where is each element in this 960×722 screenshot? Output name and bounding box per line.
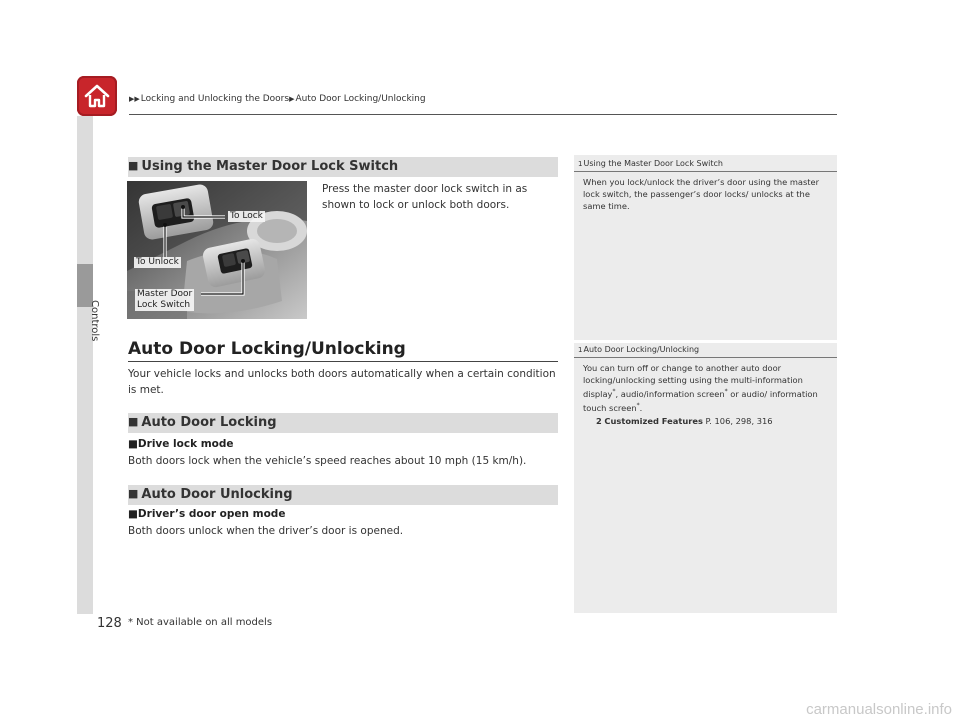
page-title: Auto Door Locking/Unlocking — [128, 339, 406, 359]
square-bullet-icon: ■ — [128, 487, 139, 500]
label-master-switch: Master Door Lock Switch — [137, 289, 193, 310]
note-marker: 1 — [578, 346, 583, 354]
master-switch-photo — [127, 181, 307, 319]
note-marker: 1 — [578, 160, 583, 168]
note-text-auto-locking: You can turn off or change to another auto door locking/unlocking setting using the multi-information display*, audio/information screen* or audio/ information touch screen*. — [583, 363, 818, 413]
breadcrumb — [129, 94, 426, 104]
note-rule — [574, 357, 837, 358]
customized-features-link[interactable]: 2 Customized Features P. 106, 298, 316 — [596, 416, 773, 426]
section-bar-auto-locking — [128, 413, 558, 433]
side-tab-top — [77, 116, 93, 264]
note-title-master-switch: 1Using the Master Door Lock Switch — [578, 159, 723, 168]
label-to-unlock: To Unlock — [136, 257, 179, 267]
drive-lock-mode-heading: ■Drive lock mode — [128, 438, 234, 450]
home-icon — [83, 82, 111, 110]
door-open-mode-heading: ■Driver’s door open mode — [128, 508, 286, 520]
square-bullet-icon: ■ — [128, 159, 139, 172]
note-text-master-switch: When you lock/unlock the driver’s door using the master lock switch, the passenger’s door locks/ unlocks at the same time. — [583, 177, 820, 211]
side-tab-bottom — [77, 307, 93, 614]
breadcrumb-arrow-icon: ▶ — [289, 95, 295, 103]
home-button[interactable] — [77, 76, 117, 116]
square-bullet-icon: ■ — [128, 438, 138, 450]
page-number: 128 — [97, 616, 122, 631]
footnote: * Not available on all models — [128, 617, 273, 628]
notes-separator — [574, 340, 837, 343]
door-open-mode-text: Both doors unlock when the driver’s door is opened. — [128, 525, 404, 537]
breadcrumb-link-locking[interactable]: Locking and Unlocking the Doors — [140, 94, 290, 104]
breadcrumb-arrow-icon: ▶▶ — [129, 95, 140, 103]
section-bar-master-switch — [128, 157, 558, 177]
section-title: Auto Door Unlocking — [141, 487, 293, 502]
note-title-auto-locking: 1Auto Door Locking/Unlocking — [578, 345, 700, 354]
section-title: Using the Master Door Lock Switch — [141, 159, 399, 174]
master-switch-description: Press the master door lock switch in as shown to lock or unlock both doors. — [322, 183, 528, 211]
square-bullet-icon: ■ — [128, 415, 139, 428]
label-to-lock: To Lock — [230, 211, 263, 221]
header-divider — [129, 114, 837, 115]
auto-intro-text: Your vehicle locks and unlocks both doors automatically when a certain condition is met. — [128, 368, 556, 396]
drive-lock-mode-text: Both doors lock when the vehicle’s speed reaches about 10 mph (15 km/h). — [128, 455, 527, 467]
square-bullet-icon: ■ — [128, 508, 138, 520]
section-bar-auto-unlocking — [128, 485, 558, 505]
watermark: carmanualsonline.info — [806, 701, 952, 718]
side-tab-label: Controls — [89, 300, 100, 342]
title-divider — [128, 361, 558, 362]
breadcrumb-current: Auto Door Locking/Unlocking — [295, 94, 426, 104]
section-title: Auto Door Locking — [141, 415, 277, 430]
reference-arrow-icon: 2 — [596, 416, 602, 426]
note-rule — [574, 171, 837, 172]
